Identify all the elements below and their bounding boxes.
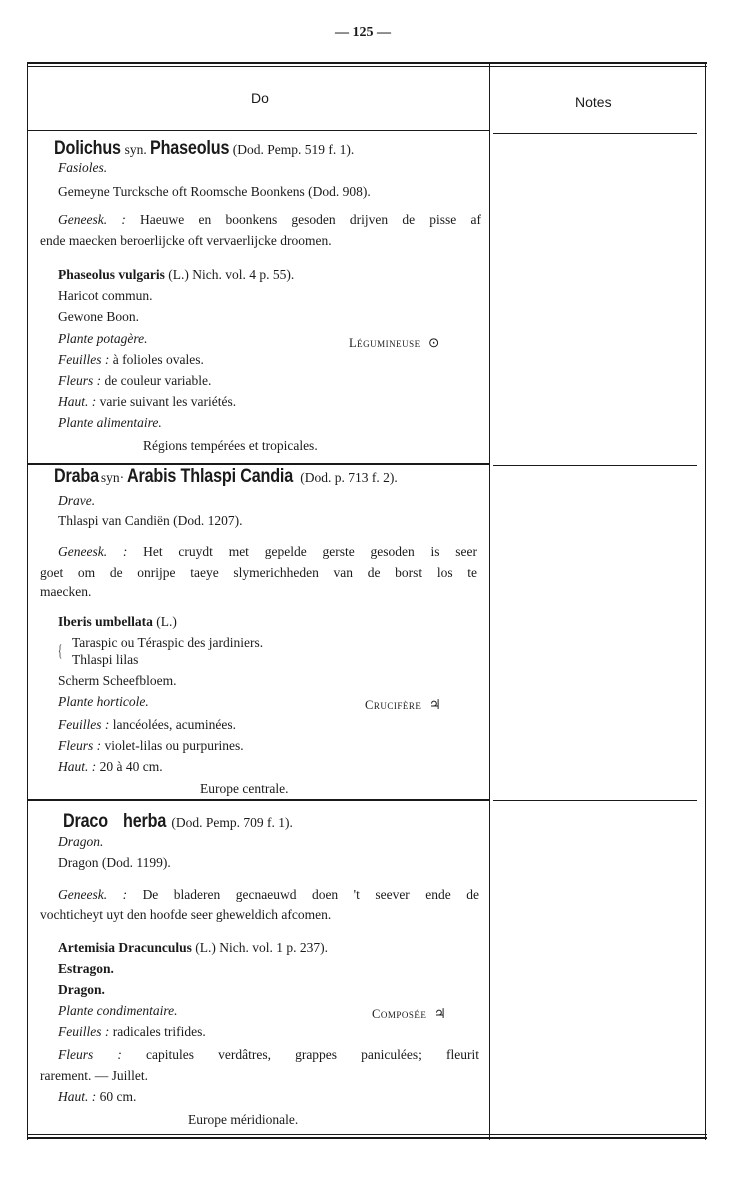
trait-value: 20 à 40 cm. <box>99 759 163 774</box>
geneesk-text <box>58 886 479 904</box>
synonym: herba <box>123 811 167 832</box>
entry-heading <box>54 465 398 490</box>
geneesk-text <box>58 211 481 229</box>
perennial-symbol-icon: ♃ <box>428 697 441 712</box>
use: Plante condimentaire. <box>58 1003 178 1018</box>
family-name: Composée <box>372 1007 427 1021</box>
trait-label: Fleurs : <box>58 373 102 388</box>
trait-label: Fleurs : <box>58 1047 122 1062</box>
trait <box>58 1046 479 1064</box>
region: Régions tempérées et tropicales. <box>143 438 318 453</box>
family <box>349 334 439 352</box>
synonym: Arabis Thlaspi Candia <box>127 466 294 487</box>
trait-value: violet-lilas ou purpurines. <box>104 738 244 753</box>
common-name: Gewone Boon. <box>58 309 139 324</box>
extra-use: Plante alimentaire. <box>58 415 162 430</box>
trait-label: Feuilles : <box>58 717 110 732</box>
trait-value: varie suivant les variétés. <box>99 394 237 409</box>
trait-value: 60 cm. <box>99 1089 137 1104</box>
genus: Dolichus <box>54 138 121 159</box>
column-header-notes: Notes <box>575 94 612 110</box>
column-header-do: Do <box>251 90 269 106</box>
brace-icon: { <box>58 641 63 660</box>
trait <box>58 758 163 776</box>
species <box>58 266 294 284</box>
annual-symbol-icon: ⊙ <box>428 335 440 350</box>
dutch-old-name: Dragon (Dod. 1199). <box>58 855 171 870</box>
geneesk-text <box>58 543 477 561</box>
syn-label: syn· <box>100 470 125 485</box>
trait-value: capitules verdâtres, grappes paniculées; fleurit <box>146 1047 479 1062</box>
trait-label: Haut. : <box>58 1089 97 1104</box>
geneesk-line: ende maecken beroerlijcke oft vervaerlijcke droomen. <box>40 233 332 248</box>
geneesk-label: Geneesk. : <box>58 212 126 227</box>
geneesk-label: Geneesk. : <box>58 887 128 902</box>
species-name: Phaseolus vulgaris <box>58 267 165 282</box>
french-old-name: Dragon. <box>58 834 104 849</box>
common-name: Taraspic ou Téraspic des jardiniers. <box>72 635 264 650</box>
dutch-old-name: Thlaspi van Candiën (Dod. 1207). <box>58 513 243 528</box>
common-name: Dragon. <box>58 982 105 997</box>
trait-label: Fleurs : <box>58 738 102 753</box>
trait <box>58 737 244 755</box>
perennial-symbol-icon: ♃ <box>433 1006 446 1021</box>
trait-label: Haut. : <box>58 759 97 774</box>
common-name: Scherm Scheefbloem. <box>58 673 177 688</box>
region: Europe méridionale. <box>188 1112 299 1127</box>
trait-continuation: rarement. — Juillet. <box>40 1068 148 1083</box>
geneesk-label: Geneesk. : <box>58 544 128 559</box>
common-name: Haricot commun. <box>58 288 153 303</box>
use: Plante horticole. <box>58 694 149 709</box>
species-ref: (L.) Nich. vol. 4 p. 55). <box>168 267 295 282</box>
trait <box>58 1023 206 1041</box>
geneesk-line <box>40 564 477 582</box>
geneesk-line: De bladeren gecnaeuwd doen 't seever ende de <box>142 887 479 902</box>
family <box>372 1005 446 1023</box>
species <box>58 939 328 957</box>
trait-value: lancéolées, acuminées. <box>112 717 237 732</box>
dutch-old-name: Gemeyne Turcksche oft Roomsche Boonkens (Dod. 908). <box>58 184 371 199</box>
geneesk-line: vochticheyt uyt den hoofde seer gheweldich afcomen. <box>40 907 332 922</box>
trait-label: Haut. : <box>58 394 97 409</box>
page-number: — 125 — <box>335 25 391 40</box>
species <box>58 613 177 631</box>
entry-heading <box>63 810 293 835</box>
french-old-name: Fasioles. <box>58 160 108 175</box>
species-ref: (L.) <box>156 614 177 629</box>
geneesk-line: Haeuwe en boonkens gesoden drijven de pisse af <box>140 212 482 227</box>
family-name: Légumineuse <box>349 336 421 350</box>
species-ref: (L.) Nich. vol. 1 p. 237). <box>195 940 328 955</box>
reference: (Dod. Pemp. 709 f. 1). <box>171 815 293 830</box>
geneesk-line: maecken. <box>40 584 92 599</box>
trait <box>58 393 236 411</box>
trait-label: Feuilles : <box>58 352 110 367</box>
family <box>365 696 441 714</box>
family-name: Crucifère <box>365 698 422 712</box>
syn-label: syn. <box>124 142 147 157</box>
use: Plante potagère. <box>58 331 148 346</box>
trait <box>58 716 236 734</box>
synonym: Phaseolus <box>150 138 230 159</box>
trait-label: Feuilles : <box>58 1024 110 1039</box>
geneesk-line-text: goet om de onrijpe taeye slymerichheden van de borst los te <box>40 565 477 580</box>
region: Europe centrale. <box>200 781 289 796</box>
common-name: Thlaspi lilas <box>72 652 139 667</box>
trait <box>58 372 211 390</box>
french-old-name: Drave. <box>58 493 96 508</box>
trait <box>58 351 204 369</box>
trait <box>58 1088 136 1106</box>
trait-value: de couleur variable. <box>104 373 212 388</box>
genus: Draco <box>63 811 108 832</box>
trait-value: à folioles ovales. <box>112 352 204 367</box>
trait-value: radicales trifides. <box>112 1024 206 1039</box>
reference: (Dod. p. 713 f. 2). <box>300 470 398 485</box>
species-name: Iberis umbellata <box>58 614 153 629</box>
species-name: Artemisia Dracunculus <box>58 940 192 955</box>
reference: (Dod. Pemp. 519 f. 1). <box>232 142 355 157</box>
genus: Draba <box>54 466 99 487</box>
common-name: Estragon. <box>58 961 114 976</box>
geneesk-line: Het cruydt met gepelde gerste gesoden is seer <box>143 544 477 559</box>
